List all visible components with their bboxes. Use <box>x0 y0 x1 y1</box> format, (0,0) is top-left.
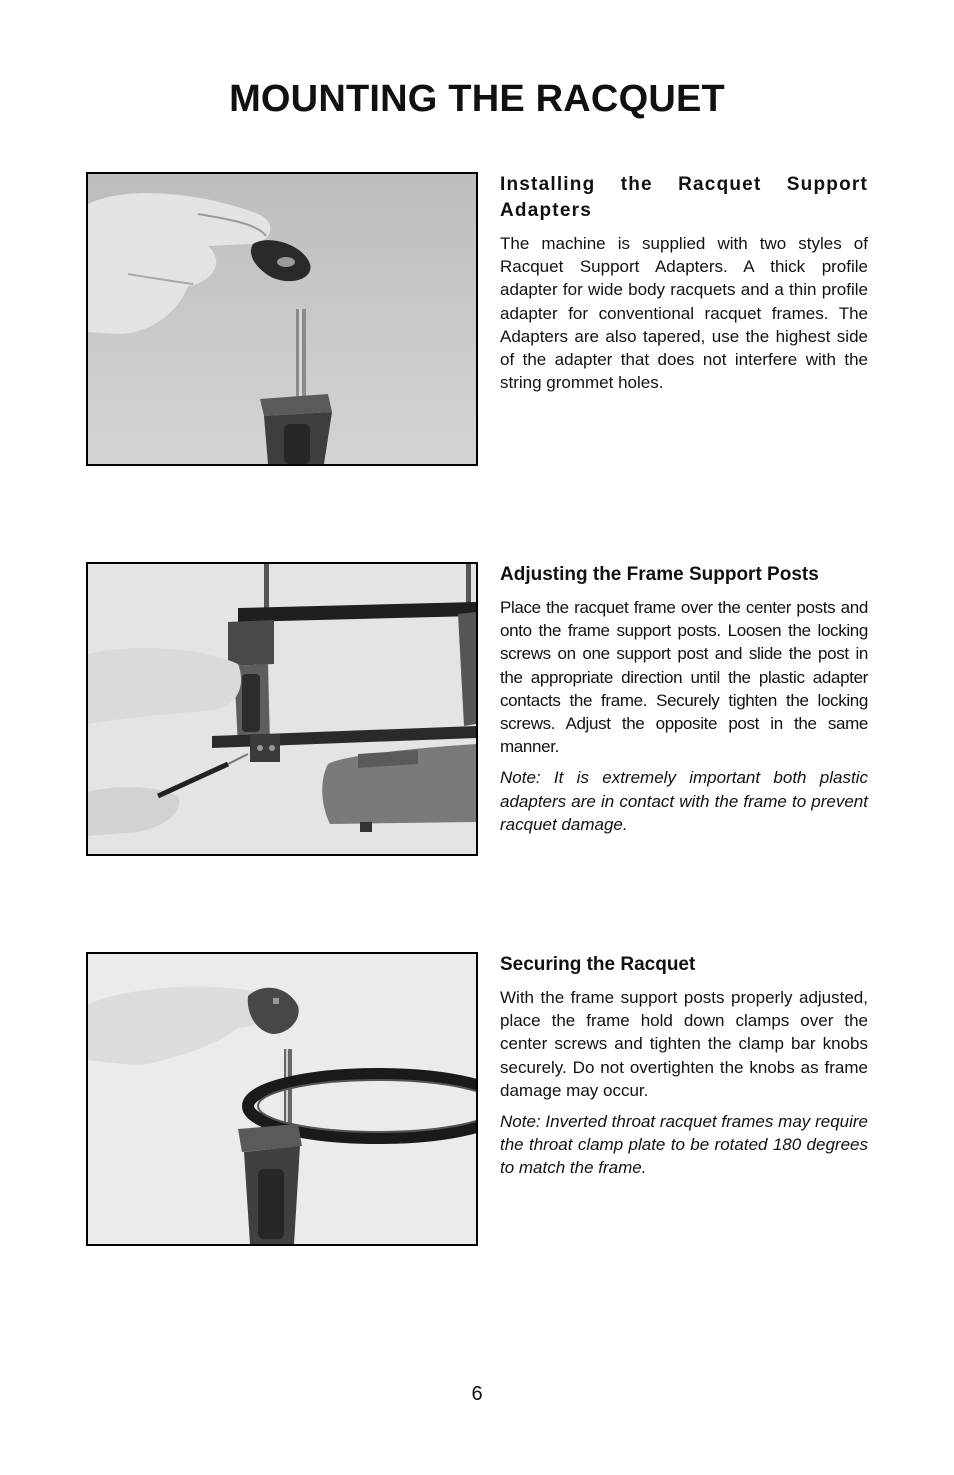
photo-securing-racquet <box>86 952 478 1246</box>
section-note: Note: Inverted throat racquet frames may require the throat clamp plate to be rotated 180 degrees to match the frame. <box>500 1112 868 1178</box>
securing-racquet-photo <box>88 954 476 1244</box>
section-heading: Securing the Racquet <box>500 954 696 975</box>
section-paragraph: The machine is supplied with two styles of Racquet Support Adapters. A thick profile adapter for wide body racquets and a thin profile adapter for conventional racquet frames. The Adapters are also tapered, use the highest side of the adapter that does not interfere with the string grommet holes. <box>500 234 868 393</box>
section-heading: Adjusting the Frame Support Posts <box>500 564 819 585</box>
section-securing-racquet <box>86 952 868 1248</box>
text-adjusting-posts <box>500 562 868 844</box>
section-note: Note: It is extremely important both plastic adapters are in contact with the frame to prevent racquet damage. <box>500 768 868 834</box>
section-paragraph: Place the racquet frame over the center posts and onto the frame support posts. Loosen the locking screws on one support post and slide the post in the appropriate direction until the plastic adapter contacts the frame. Securely tighten the locking screws. Adjust the opposite post in the same manner. <box>500 598 868 757</box>
section-paragraph: With the frame support posts properly adjusted, place the frame hold down clamps over the center screws and tighten the clamp bar knobs securely. Do not overtighten the knobs as frame damage may occur. <box>500 988 868 1100</box>
text-securing-racquet <box>500 952 868 1188</box>
text-installing-adapters <box>500 172 868 402</box>
photo-adjusting-posts <box>86 562 478 856</box>
page-number: 6 <box>471 1383 483 1405</box>
section-adjusting-posts <box>86 562 868 858</box>
photo-installing-adapters <box>86 172 478 466</box>
adapter-install-photo <box>88 174 476 464</box>
support-posts-photo <box>88 564 476 854</box>
section-installing-adapters <box>86 172 868 468</box>
page-title: MOUNTING THE RACQUET <box>229 78 725 120</box>
section-heading: Installing the Racquet Support Adapters <box>500 174 868 221</box>
